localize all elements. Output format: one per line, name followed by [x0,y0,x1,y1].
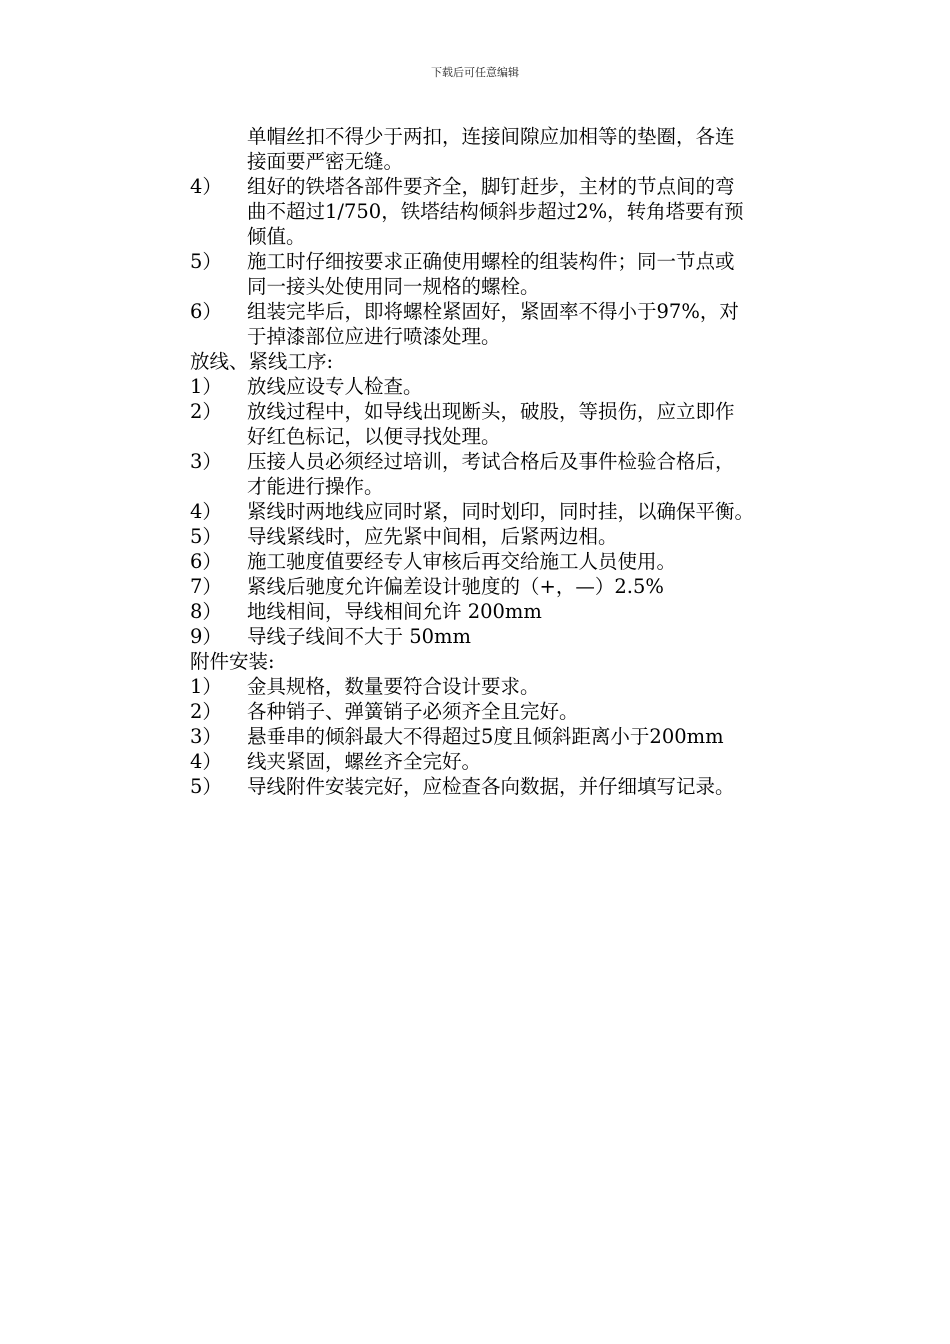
list-item-number: 4） [190,500,222,523]
list-item-line [190,474,830,499]
list-item-text: 地线相间，导线相间允许 200mm [247,600,542,623]
list-item-line [190,199,830,224]
section-title-stringing: 放线、紧线工序: [190,350,334,373]
list-item-line [190,274,830,299]
list-item-line [190,424,830,449]
stringing-list [190,374,830,649]
list-item-number: 8） [190,600,222,623]
list-item-number: 1） [190,375,222,398]
list-item-text: 各种销子、弹簧销子必须齐全且完好。 [247,700,579,723]
list-item-line [190,724,830,749]
list-item-line [190,674,830,699]
list-item-number: 5） [190,250,222,273]
paragraph-line: 接面要严密无缝。 [247,150,404,173]
list-item-line [190,499,830,524]
list-item-line [190,699,830,724]
list-item-number: 1） [190,675,222,698]
list-item-text: 线夹紧固，螺丝齐全完好。 [247,750,482,773]
list-item-number: 4） [190,750,222,773]
list-item-text: 施工时仔细按要求正确使用螺栓的组装构件；同一节点或 [247,250,735,273]
list-item-number: 5） [190,775,222,798]
document-body [190,124,830,799]
list-item-number: 6） [190,550,222,573]
intro-continuation [190,124,830,174]
list-item-number: 2） [190,400,222,423]
list-item-line [190,374,830,399]
list-item-text: 导线附件安装完好，应检查各向数据，并仔细填写记录。 [247,775,735,798]
list-item-line [190,449,830,474]
list-item-number [190,274,247,299]
paragraph-line: 单帽丝扣不得少于两扣，连接间隙应加相等的垫圈，各连 [247,125,735,148]
page-header: 下载后可任意编辑 [431,66,519,79]
list-item-line [190,599,830,624]
list-item-number [190,424,247,449]
list-item-text: 压接人员必须经过培训，考试合格后及事件检验合格后， [247,450,735,473]
tower-assembly-list [190,174,830,349]
list-item-text: 放线过程中，如导线出现断头，破股，等损伤，应立即作 [247,400,735,423]
list-item-number: 9） [190,625,222,648]
list-item-text: 金具规格，数量要符合设计要求。 [247,675,540,698]
list-item-text: 于掉漆部位应进行喷漆处理。 [247,325,501,348]
list-item-number [190,224,247,249]
list-item-text: 悬垂串的倾斜最大不得超过5度且倾斜距离小于200mm [247,725,724,748]
list-item-text: 放线应设专人检查。 [247,375,423,398]
list-item-line [190,224,830,249]
list-item-text: 施工驰度值要经专人审核后再交给施工人员使用。 [247,550,677,573]
list-item-line [190,774,830,799]
list-item-number [190,474,247,499]
list-item-line [190,174,830,199]
list-item-text: 好红色标记，以便寻找处理。 [247,425,501,448]
fittings-list [190,674,830,799]
list-item-text: 紧线后驰度允许偏差设计驰度的（+，—）2.5% [247,575,664,598]
list-item-line [190,574,830,599]
list-item-line [190,749,830,774]
list-item-number: 6） [190,300,222,323]
list-item-number: 3） [190,450,222,473]
list-item-number: 4） [190,175,222,198]
list-item-line [190,299,830,324]
list-item-number [190,199,247,224]
list-item-text: 组好的铁塔各部件要齐全，脚钉赶步，主材的节点间的弯 [247,175,735,198]
list-item-line [190,324,830,349]
section-title-fittings: 附件安装: [190,650,275,673]
list-item-line [190,524,830,549]
list-item-line [190,624,830,649]
list-item-text: 组装完毕后，即将螺栓紧固好，紧固率不得小于97%，对 [247,300,739,323]
list-item-line [190,399,830,424]
list-item-text: 曲不超过1/750，铁塔结构倾斜步超过2%，转角塔要有预 [247,200,744,223]
list-item-number: 5） [190,525,222,548]
list-item-number: 7） [190,575,222,598]
list-item-text: 同一接头处使用同一规格的螺栓。 [247,275,540,298]
list-item-line [190,249,830,274]
list-item-text: 紧线时两地线应同时紧，同时划印，同时挂，以确保平衡。 [247,500,755,523]
list-item-text: 倾值。 [247,225,306,248]
list-item-line [190,549,830,574]
list-item-number: 3） [190,725,222,748]
list-item-text: 才能进行操作。 [247,475,384,498]
list-item-number [190,324,247,349]
list-item-number: 2） [190,700,222,723]
list-item-text: 导线子线间不大于 50mm [247,625,471,648]
list-item-text: 导线紧线时，应先紧中间相，后紧两边相。 [247,525,618,548]
